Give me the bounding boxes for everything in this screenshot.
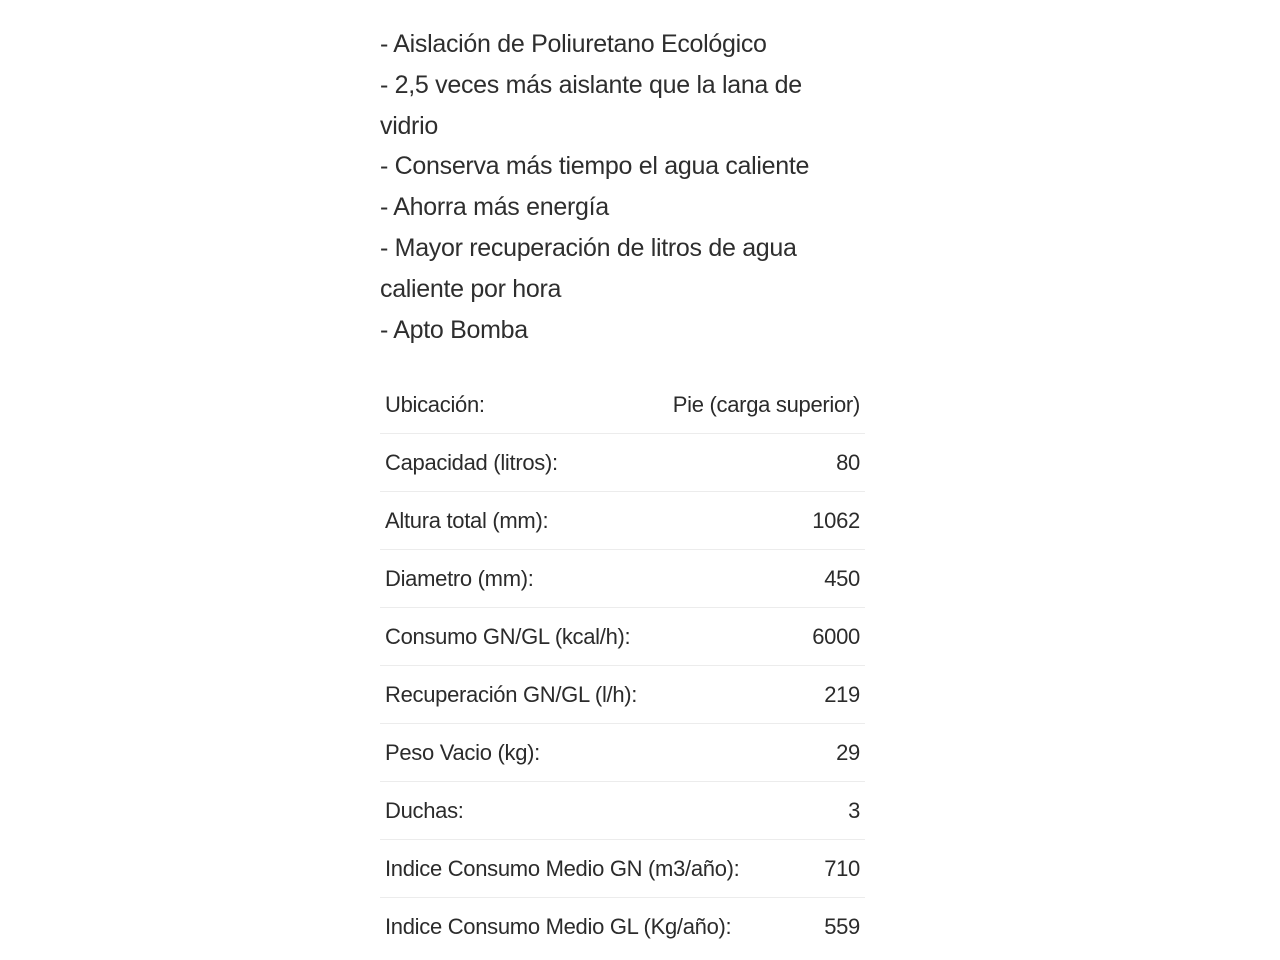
spec-value: 559	[824, 914, 860, 940]
spec-row-recuperacion	[380, 666, 865, 724]
spec-row-diametro	[380, 550, 865, 608]
spec-value: 3	[848, 797, 860, 823]
feature-item: - Aislación de Poliuretano Ecológico	[380, 30, 767, 58]
feature-item: - Conserva más tiempo el agua caliente	[380, 152, 810, 181]
spec-label: Capacidad (litros):	[385, 449, 558, 475]
spec-row-ubicacion	[380, 376, 865, 434]
feature-list	[380, 24, 865, 350]
spec-row-indice-gl	[380, 898, 865, 956]
spec-label: Indice Consumo Medio GN (m3/año):	[385, 855, 740, 881]
spec-value: 6000	[812, 623, 860, 649]
specs-table	[380, 376, 865, 956]
product-description	[380, 24, 865, 956]
spec-value: 219	[824, 681, 860, 707]
spec-label: Diametro (mm):	[385, 565, 534, 591]
feature-item: - Apto Bomba	[380, 315, 528, 344]
feature-item: - Ahorra más energía	[380, 193, 609, 222]
spec-label: Consumo GN/GL (kcal/h):	[385, 623, 631, 649]
spec-row-duchas	[380, 782, 865, 840]
spec-row-peso	[380, 724, 865, 782]
spec-value: 80	[836, 449, 860, 475]
spec-label: Peso Vacio (kg):	[385, 739, 540, 765]
spec-row-indice-gn	[380, 840, 865, 898]
spec-row-consumo	[380, 608, 865, 666]
spec-value: 710	[824, 855, 860, 881]
spec-value: Pie (carga superior)	[672, 391, 860, 417]
spec-value: 29	[836, 739, 860, 765]
spec-label: Indice Consumo Medio GL (Kg/año):	[385, 914, 732, 940]
spec-label: Duchas:	[385, 797, 464, 823]
spec-row-capacidad	[380, 434, 865, 492]
spec-label: Ubicación:	[385, 391, 485, 417]
spec-label: Altura total (mm):	[385, 507, 549, 533]
spec-value: 1062	[812, 507, 860, 533]
spec-value: 450	[824, 565, 860, 591]
spec-label: Recuperación GN/GL (l/h):	[385, 681, 638, 707]
feature-item: - 2,5 veces más aislante que la lana de vidrio	[380, 70, 802, 140]
feature-item: - Mayor recuperación de litros de agua caliente por hora	[380, 233, 797, 303]
spec-row-altura	[380, 492, 865, 550]
